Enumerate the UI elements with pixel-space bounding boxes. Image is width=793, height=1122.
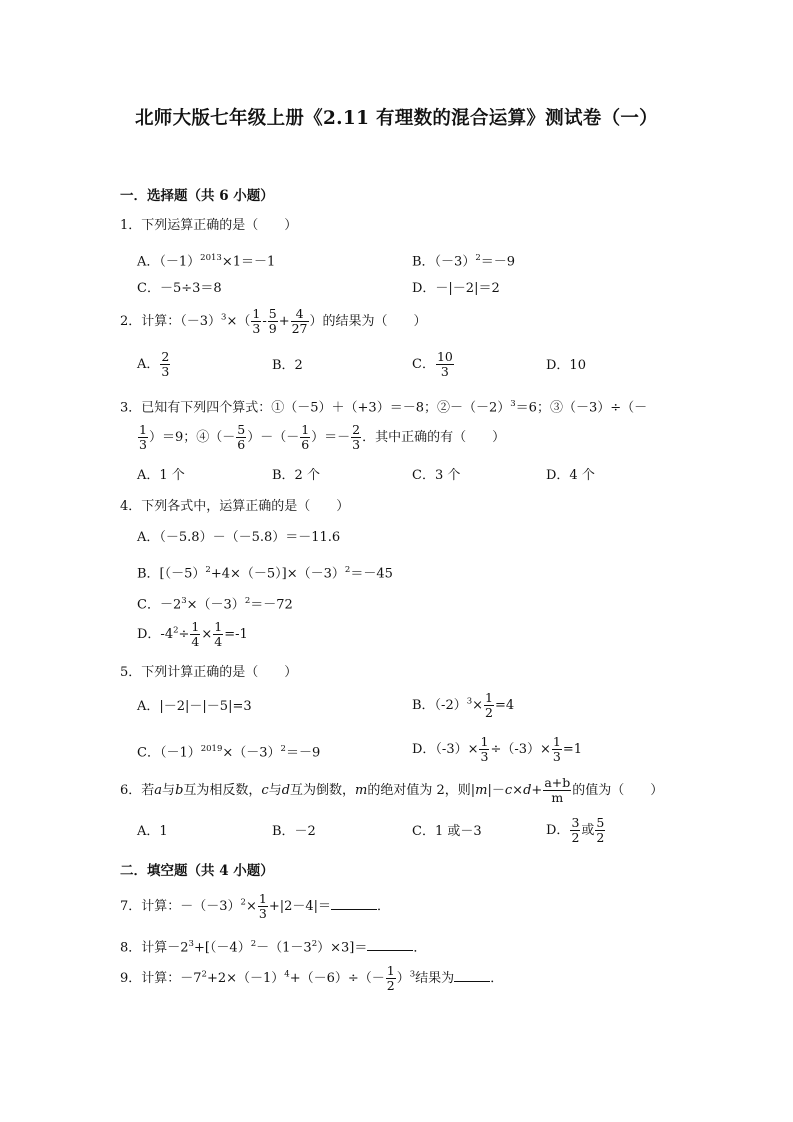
- q4-option-c[interactable]: C．$-2^3\times(-3)^2=-72$: [137, 596, 293, 613]
- answer-blank[interactable]: [367, 938, 413, 951]
- fraction: $\frac{10}{3}$: [436, 349, 453, 379]
- section-fill-blank: 二．填空题（共 4 小题）: [120, 863, 274, 879]
- question-1-stem: 1．下列运算正确的是（ ）: [120, 218, 298, 233]
- question-6-stem: 6．若a与b互为相反数，c与d互为倒数，m的绝对值为 2，则|m|－c×d+ $\frac{a+b}{m}$ 的值为（ ）: [120, 775, 664, 805]
- fraction: $\frac{1}{2}$: [485, 690, 493, 720]
- question-3-stem-line2: $\frac{1}{3}$ ）＝9；④（－ $\frac{5}{6}$ ）－（－ $\frac{1}{6}$ ）＝－ $\frac{2}{3}$ ．其中正确的有（ ）: [139, 422, 506, 452]
- q3-option-d[interactable]: D．4 个: [546, 468, 595, 483]
- fraction: $\frac{2}{3}$: [161, 349, 170, 379]
- q5-option-c[interactable]: C．$(-1)^{2019}\times(-3)^2=-9$: [137, 744, 321, 761]
- fraction: $\frac{a+b}{m}$: [544, 775, 571, 805]
- q6-option-b[interactable]: B．－2: [272, 824, 316, 839]
- question-8: 8．计算$-2^3+[(-4)^2-(1-3^2)\times 3]=$ ．: [120, 939, 427, 956]
- page-title: 北师大版七年级上册《2.11 有理数的混合运算》测试卷（一）: [134, 108, 658, 129]
- question-3-stem-line1: 3．已知有下列四个算式：①（－5）＋（+3）＝－8；$②-(-2)^3=6$；③（－3）÷（－: [120, 399, 648, 416]
- q3-option-b[interactable]: B．2 个: [272, 468, 320, 483]
- q4-option-d[interactable]: D．$-4^2\div$ $\frac{1}{4}$ × $\frac{1}{4}$ =-1: [137, 619, 248, 649]
- q1-option-a[interactable]: A．$(-1)^{2013}\times 1=-1$: [137, 253, 276, 270]
- fraction: $\frac{2}{3}$: [352, 422, 361, 452]
- question-2-stem: 2．计算：$(-3)^3\times$（ $\frac{1}{3}$ - $\frac{5}{9}$ + $\frac{4}{27}$ ）的结果为（ ）: [120, 306, 427, 336]
- fraction: $\frac{1}{3}$: [252, 306, 261, 336]
- fraction: $\frac{1}{3}$: [552, 734, 561, 764]
- fraction: $\frac{1}{6}$: [301, 422, 310, 452]
- fraction: $\frac{1}{4}$: [214, 619, 223, 649]
- q4-option-a[interactable]: A．（－5.8）－（－5.8）＝－11.6: [137, 530, 341, 545]
- question-9: 9．计算：$-7^2+2\times(-1)^4+(-6)\div(-$ $\frac{1}{2}$ ）$^3$结果为 ．: [120, 963, 504, 993]
- q1-option-d[interactable]: D．－|－2|＝2: [412, 281, 500, 296]
- fraction: $\frac{1}{3}$: [480, 734, 489, 764]
- q1-option-b[interactable]: B．$(-3)^2=-9$: [412, 253, 516, 270]
- fraction: $\frac{5}{6}$: [237, 422, 246, 452]
- q2-option-d[interactable]: D．10: [546, 358, 586, 373]
- fraction: $\frac{4}{27}$: [291, 306, 308, 336]
- q4-option-b[interactable]: B．$[(-5)^2+4\times(-5)]\times(-3)^2=-45$: [137, 565, 393, 582]
- q2-option-c[interactable]: C． $\frac{10}{3}$: [412, 349, 453, 379]
- answer-blank[interactable]: [331, 897, 377, 910]
- q3-option-c[interactable]: C．3 个: [412, 468, 461, 483]
- section-choice: 一．选择题（共 6 小题）: [120, 188, 274, 204]
- q3-option-a[interactable]: A．1 个: [137, 468, 185, 483]
- question-7: 7．计算：$-(-3)^2\times$ $\frac{1}{3}$ +|2－4|＝ ．: [120, 891, 391, 921]
- q5-option-d[interactable]: D．（-3）× $\frac{1}{3}$ ÷（-3）× $\frac{1}{3}$ =1: [412, 734, 583, 764]
- question-4-stem: 4．下列各式中，运算正确的是（ ）: [120, 499, 350, 514]
- q2-option-a[interactable]: A． $\frac{2}{3}$: [137, 349, 170, 379]
- question-5-stem: 5．下列计算正确的是（ ）: [120, 665, 298, 680]
- fraction: $\frac{1}{3}$: [258, 891, 267, 921]
- q6-option-c[interactable]: C．1 或－3: [412, 824, 482, 839]
- q1-option-c[interactable]: C．－5÷3＝8: [137, 281, 222, 296]
- fraction: $\frac{5}{9}$: [268, 306, 277, 336]
- q5-option-a[interactable]: A．|－2|－|－5|=3: [137, 699, 252, 714]
- q6-option-a[interactable]: A．1: [137, 824, 168, 839]
- q2-option-b[interactable]: B．2: [272, 358, 303, 373]
- fraction: $\frac{1}{4}$: [191, 619, 200, 649]
- fraction: $\frac{3}{2}$: [571, 815, 580, 845]
- fraction: $\frac{1}{2}$: [386, 963, 395, 993]
- fraction: $\frac{1}{3}$: [139, 422, 147, 452]
- fraction: $\frac{5}{2}$: [596, 815, 605, 845]
- q5-option-b[interactable]: B．$(-2)^3\times$ $\frac{1}{2}$ =4: [412, 690, 515, 720]
- q6-option-d[interactable]: D． $\frac{3}{2}$ 或 $\frac{5}{2}$: [546, 815, 605, 845]
- answer-blank[interactable]: [454, 969, 490, 982]
